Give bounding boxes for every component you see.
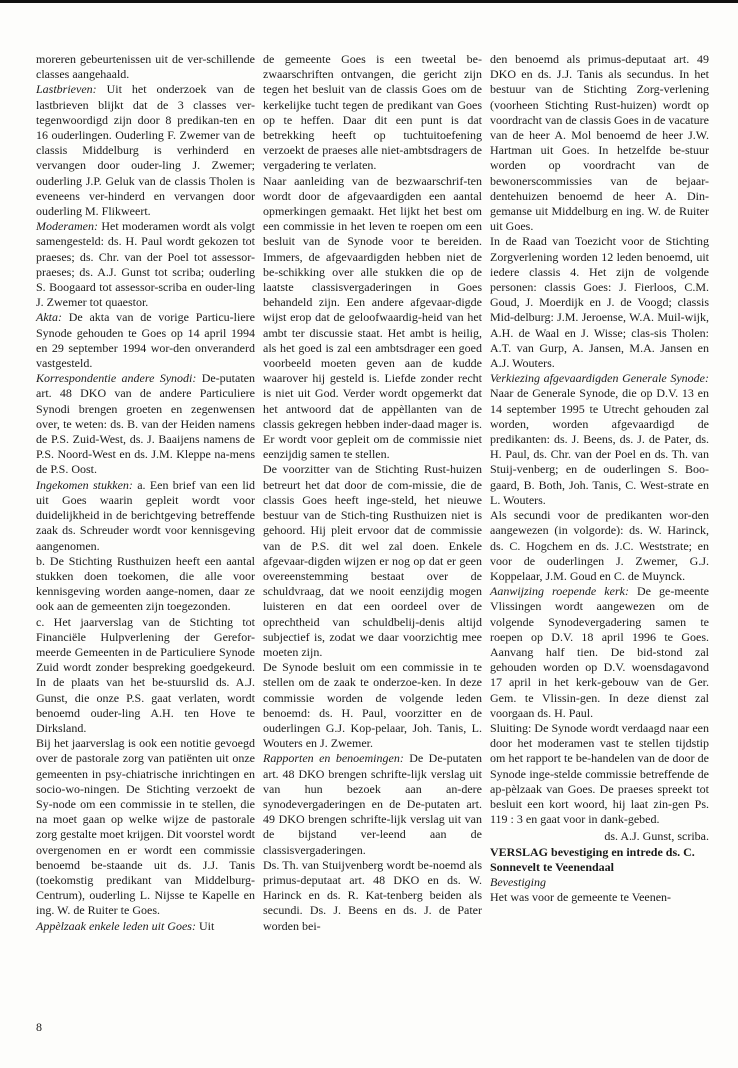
paragraph	[36, 52, 255, 82]
paragraph-text: c. Het jaarverslag van de Stichting tot Financiële Hulpverlening der Gerefor-meerde Gemeenten in de Particuliere Synode Zuid wordt zonder bespreking goedgekeurd. In de plaats van het be-stuurslid ds. A.J. Gunst, die onze P.S. gaat verlaten, wordt benoemd ouder-ling A.H. ten Hove te Dirksland.	[36, 614, 255, 735]
paragraph	[490, 52, 709, 234]
paragraph	[490, 371, 709, 508]
paragraph	[263, 660, 482, 751]
paragraph-text: Uit het onderzoek van de lastbrieven blijkt dat de 3 classes ver-tegenwoordigd zijn door 8 predikan-ten en 16 ouderlingen. Ouderling F. Zwemer van de classis Middelburg is verhinderd en vervangen door ouder-ling J. Zwemer; ouderling J.P. Geluk van de classis Tholen is eveneens ver-hinderd en vervangen door ouderling M. Flikweert.	[36, 82, 255, 219]
paragraph	[490, 508, 709, 584]
paragraph-text: moreren gebeurtenissen uit de ver-schillende classes aangehaald.	[36, 52, 255, 82]
paragraph-lead: Rapporten en benoemingen:	[263, 751, 404, 766]
paragraph	[490, 584, 709, 721]
paragraph-text: Naar aanleiding van de bezwaarschrif-ten wordt door de afgevaardigden een aantal opmerkingen gemaakt. Het lijkt het best om een commissie in het leven te roepen om een besluit van de Synode voor te bereiden. Immers, de afgevaardigden hebben niet de be-schikking over alle stukken die op de laatste classisvergaderingen in Goes behandeld zijn. Een andere afgevaar-digde wijst erop dat de geloofwaardig-heid van het ambt ter discussie staat. Het ambt is heilig, als het goed is zal een ambtsdrager een goed voorbeeld moeten geven aan de kudde waarover hij gesteld is. Liefde zonder recht is niet uit God. Verder wordt opgemerkt dat het antwoord dat de appèllanten van de classis gekregen hebben inder-daad mager is. Er wordt voor gepleit om de commissie niet eenzijdig samen te stellen.	[263, 173, 482, 462]
paragraph	[36, 82, 255, 219]
report-text: Het was voor de gemeente te Veenen-	[490, 890, 672, 905]
paragraph-lead: Ingekomen stukken:	[36, 477, 133, 492]
signature: ds. A.J. Gunst, scriba.	[604, 829, 709, 844]
paragraph	[263, 858, 482, 934]
paragraph-text: Bij het jaarverslag is ook een notitie gevoegd over de pastorale zorg van patiënten uit onze gemeenten in psy-chiatrische inrichtingen en socio-wo-ningen. De Stichting verzoekt de Sy-node om een commissie in te stellen, die na moet gaan op welke wijze de pastorale zorg gestalte moet krijgen. Dit voorstel wordt overgenomen en er wordt een commissie benoemd be-staande uit ds. J.J. Tanis (toekomstig predikant van Middelburg-Centrum), ouderling L. Nijsse te Kapelle en ing. W. de Ruiter te Goes.	[36, 736, 255, 918]
paragraph	[36, 554, 255, 615]
paragraph-lead: Moderamen:	[36, 219, 98, 234]
report-heading: VERSLAG bevestiging en intrede ds. C. Sonnevelt te Veenendaal	[490, 844, 695, 874]
page-number: 8	[36, 1020, 42, 1034]
paragraph-text: De voorzitter van de Stichting Rust-huizen betreurt het dat door de com-missie, die de classis Goes heeft inge-steld, het nieuwe bestuur van de Stich-ting Rusthuizen niet is gehoord. Hij pleit ervoor dat de commissie van de P.S. dit wel zal doen. Enkele afgevaar-digden wijzen er nog op dat er geen overeenstemming bestaat over de schuldvraag, dat we nooit eenzijdig mogen luisteren en dat een oordeel over de oprechtheid van schuldbelij-denis altijd subjectief is, zodat we daar voorzichtig mee moeten zijn.	[263, 462, 482, 659]
paragraph	[263, 52, 482, 174]
paragraph	[490, 234, 709, 371]
paragraph-text: a. Een brief van een lid uit Goes waarin gepleit wordt voor duidelijkheid in de berichtgeving betreffende zaak ds. Schreuder wordt voor kennisgeving aangenomen.	[36, 477, 255, 553]
paragraph-text: de gemeente Goes is een tweetal be-zwaarschriften ontvangen, die gericht zijn tegen het besluit van de classis Goes om de kerkelijke tucht tegen de predikant van Goes op te heffen. Daar dit een punt is dat betrekking heeft op tuchtuitoefening verzoekt de praeses alle niet-ambtsdragers de vergadering te verlaten.	[263, 52, 482, 173]
paragraph-text: Ds. Th. van Stuijvenberg wordt be-noemd als primus-deputaat art. 48 DKO en ds. W. Harinck en ds. R. Kat-tenberg beiden als secundi. Ds. J. Beens en ds. J. de Pater worden bei-	[263, 857, 482, 933]
paragraph	[36, 478, 255, 554]
paragraph-text: Als secundi voor de predikanten wor-den aangewezen (in volgorde): ds. W. Harinck, ds. C. Hogchem en ds. J.C. Weststrate; en voor de ouderlingen J. Zwemer, G.J. Koppelaar, J.M. Goud en C. de Muynck.	[490, 508, 709, 583]
paragraph-text: De akta van de vorige Particu-liere Synode gehouden te Goes op 14 april 1994 en 29 september 1994 wor-den onveranderd vastgesteld.	[36, 310, 255, 371]
column-2	[263, 52, 482, 934]
paragraph-lead: Lastbrieven:	[36, 82, 97, 97]
paragraph	[36, 919, 255, 934]
paragraph-text: Naar de Generale Synode, die op D.V. 13 en 14 september 1995 te Utrecht gehouden zal worden, worden afgevaardigd de predikanten: ds. J. Beens, ds. J. de Pater, ds. H. Paul, ds. Chr. van der Poel en ds. Th. van Stuij-venberg; en de ouderlingen S. Boo-gaard, B. Both, Joh. Tanis, C. West-strate en L. Wouters.	[490, 386, 709, 507]
top-rule	[0, 0, 738, 3]
paragraph-text: Het moderamen wordt als volgt samengesteld: ds. H. Paul wordt gekozen tot praeses; ds. Chr. van der Poel tot assessor-praeses; ds. A.J. Gunst tot scriba; ouderling S. Boogaard tot assessor-scriba en ouder-ling J. Zwemer tot quaestor.	[36, 219, 255, 310]
paragraph	[263, 174, 482, 463]
paragraph	[36, 736, 255, 918]
paragraph-lead: Aanwijzing roepende kerk:	[490, 584, 629, 599]
paragraph-text: Uit	[195, 918, 215, 933]
paragraph	[490, 721, 709, 827]
paragraph-text: In de Raad van Toezicht voor de Stichting Zorgverlening worden 12 leden benoemd, uit iedere classis 4. Het zijn de volgende personen: classis Goes: J. Fierloos, C.M. Goud, J. Moerdijk en J. de Voogd; classis Mid-delburg: J.M. Jeroense, W.A. Muil-wijk, A.H. de Waal en J. Wisse; clas-sis Tholen: A.T. van Gurp, A. Jansen, M.A. Jansen en A.J. Wouters.	[490, 234, 709, 371]
report-subheading: Bevestiging	[490, 874, 546, 889]
paragraph-lead: Appèlzaak enkele leden uit Goes:	[36, 918, 196, 933]
paragraph-lead: Verkiezing afgevaardigden Generale Synode:	[490, 371, 709, 386]
paragraph	[36, 615, 255, 737]
paragraph-text: De-putaten art. 48 DKO van de andere Particuliere Synodi brengen groeten en zegenwensen over, te weten: ds. B. van der Heiden namens de P.S. Zuid-West, ds. J. Baaijens namens de P.S. Noord-West en ds. J.M. Kleppe na-mens de P.S. Oost.	[36, 371, 255, 477]
paragraph-text: De ge-meente Vlissingen wordt aangewezen om de volgende Synodevergadering samen te roepen op D.V. 18 april 1996 te Goes. Aanvang half tien. De bid-stond zal gehouden worden op D.V. woensdagavond 17 april in het kerk-gebouw van de Ger. Gem. te Vlissin-gen. In deze dienst zal voorgaan ds. H. Paul.	[490, 584, 709, 720]
paragraph	[36, 219, 255, 310]
column-1	[36, 52, 255, 934]
paragraph-text: Sluiting: De Synode wordt verdaagd naar een door het moderamen vast te stellen tijdstip om het rapport te be-handelen van de door de Synode inge-stelde commissie betreffende de ap-pèlzaak van Goes. De praeses spreekt tot besluit een kort woord, hij laat zin-gen Ps. 119 : 3 en gaat voor in dank-gebed.	[490, 720, 709, 827]
paragraph	[263, 462, 482, 660]
paragraph-lead: Korrespondentie andere Synodi:	[36, 371, 197, 386]
paragraph	[36, 310, 255, 371]
paragraph-text: De De-putaten art. 48 DKO brengen schrifte-lijk verslag uit van hun bezoek aan an-dere synodevergaderingen en de De-putaten art. 49 DKO brengen schrifte-lijk verslag uit van de bijstand ver-leend aan de classisvergaderingen.	[263, 751, 482, 857]
paragraph-text: b. De Stichting Rusthuizen heeft een aantal stukken doen toekomen, die alle voor kennisgeving worden aange-nomen, daar ze ook aan de gemeenten zijn toegezonden.	[36, 553, 255, 614]
paragraph-text: den benoemd als primus-deputaat art. 49 DKO en ds. J.J. Tanis als secundus. In het bestuur van de Stichting Zorg-verlening (voorheen Stichting Rust-huizen) wordt op voordracht van de classis Goes in de vacature van de heer A. Mol benoemd de heer J.W. Hartman uit Goes. In hetzelfde be-stuur worden op voordracht van de bewonerscommissies van de bejaar-dentehuizen benoemd de heer A. Din-gemanse uit Middelburg en ing. W. de Ruiter uit Goes.	[490, 52, 709, 234]
paragraph-lead: Akta:	[36, 310, 62, 325]
paragraph	[36, 371, 255, 477]
paragraph-text: De Synode besluit om een commissie in te stellen om de zaak te onderzoe-ken. In deze commissie worden de volgende leden benoemd: ds. H. Paul, voorzitter en de ouderlingen G.J. Kop-pelaar, Joh. Tanis, L. Wouters en J. Zwemer.	[263, 660, 482, 751]
paragraph	[263, 751, 482, 857]
column-3	[490, 52, 709, 905]
